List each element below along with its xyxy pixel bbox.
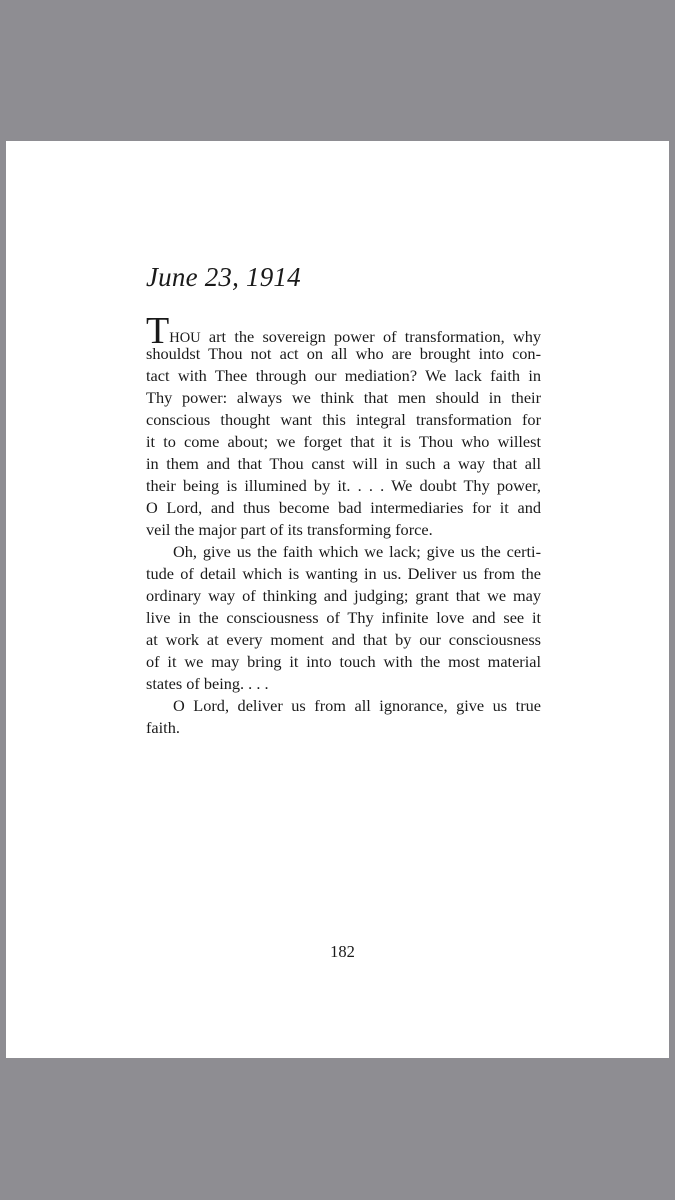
paragraph-2-line-4: live in the consciousness of Thy infinite love and see it <box>146 608 541 627</box>
paragraph-1-line-2: shouldst Thou not act on all who are brought into con- <box>146 344 541 363</box>
paragraph-1-line-3: tact with Thee through our mediation? We lack faith in <box>146 366 541 385</box>
paragraph-1-line-9: O Lord, and thus become bad intermediaries for it and <box>146 498 541 517</box>
small-caps-word: HOU <box>169 330 201 346</box>
paragraph-1-line-1 <box>146 310 541 352</box>
paragraph-3-line-2: faith. <box>146 718 180 737</box>
paragraph-1-line-10: veil the major part of its transforming force. <box>146 520 433 539</box>
paragraph-2-line-3: ordinary way of thinking and judging; grant that we may <box>146 586 541 605</box>
paragraph-2-line-5: at work at every moment and that by our consciousness <box>146 630 541 649</box>
book-page <box>6 141 669 1058</box>
drop-cap: T <box>146 310 170 352</box>
paragraph-1-line-7: in them and that Thou canst will in such a way that all <box>146 454 541 473</box>
paragraph-1-line-6: it to come about; we forget that it is Thou who willest <box>146 432 541 451</box>
body-text <box>146 310 541 739</box>
paragraph-1-line-5: conscious thought want this integral transformation for <box>146 410 541 429</box>
paragraph-2-line-2: tude of detail which is wanting in us. Deliver us from the <box>146 564 541 583</box>
line-text: art the sovereign power of transformation, why <box>200 327 541 346</box>
paragraph-1-line-4: Thy power: always we think that men should in their <box>146 388 541 407</box>
paragraph-1-line-8: their being is illumined by it. . . . We doubt Thy power, <box>146 476 541 495</box>
paragraph-2-line-6: of it we may bring it into touch with the most material <box>146 652 541 671</box>
page-number: 182 <box>330 942 355 961</box>
paragraph-2-line-1: Oh, give us the faith which we lack; give us the certi- <box>173 542 541 561</box>
paragraph-3-line-1: O Lord, deliver us from all ignorance, give us true <box>173 696 541 715</box>
paragraph-2-line-7: states of being. . . . <box>146 674 269 693</box>
entry-date-heading: June 23, 1914 <box>146 262 301 292</box>
